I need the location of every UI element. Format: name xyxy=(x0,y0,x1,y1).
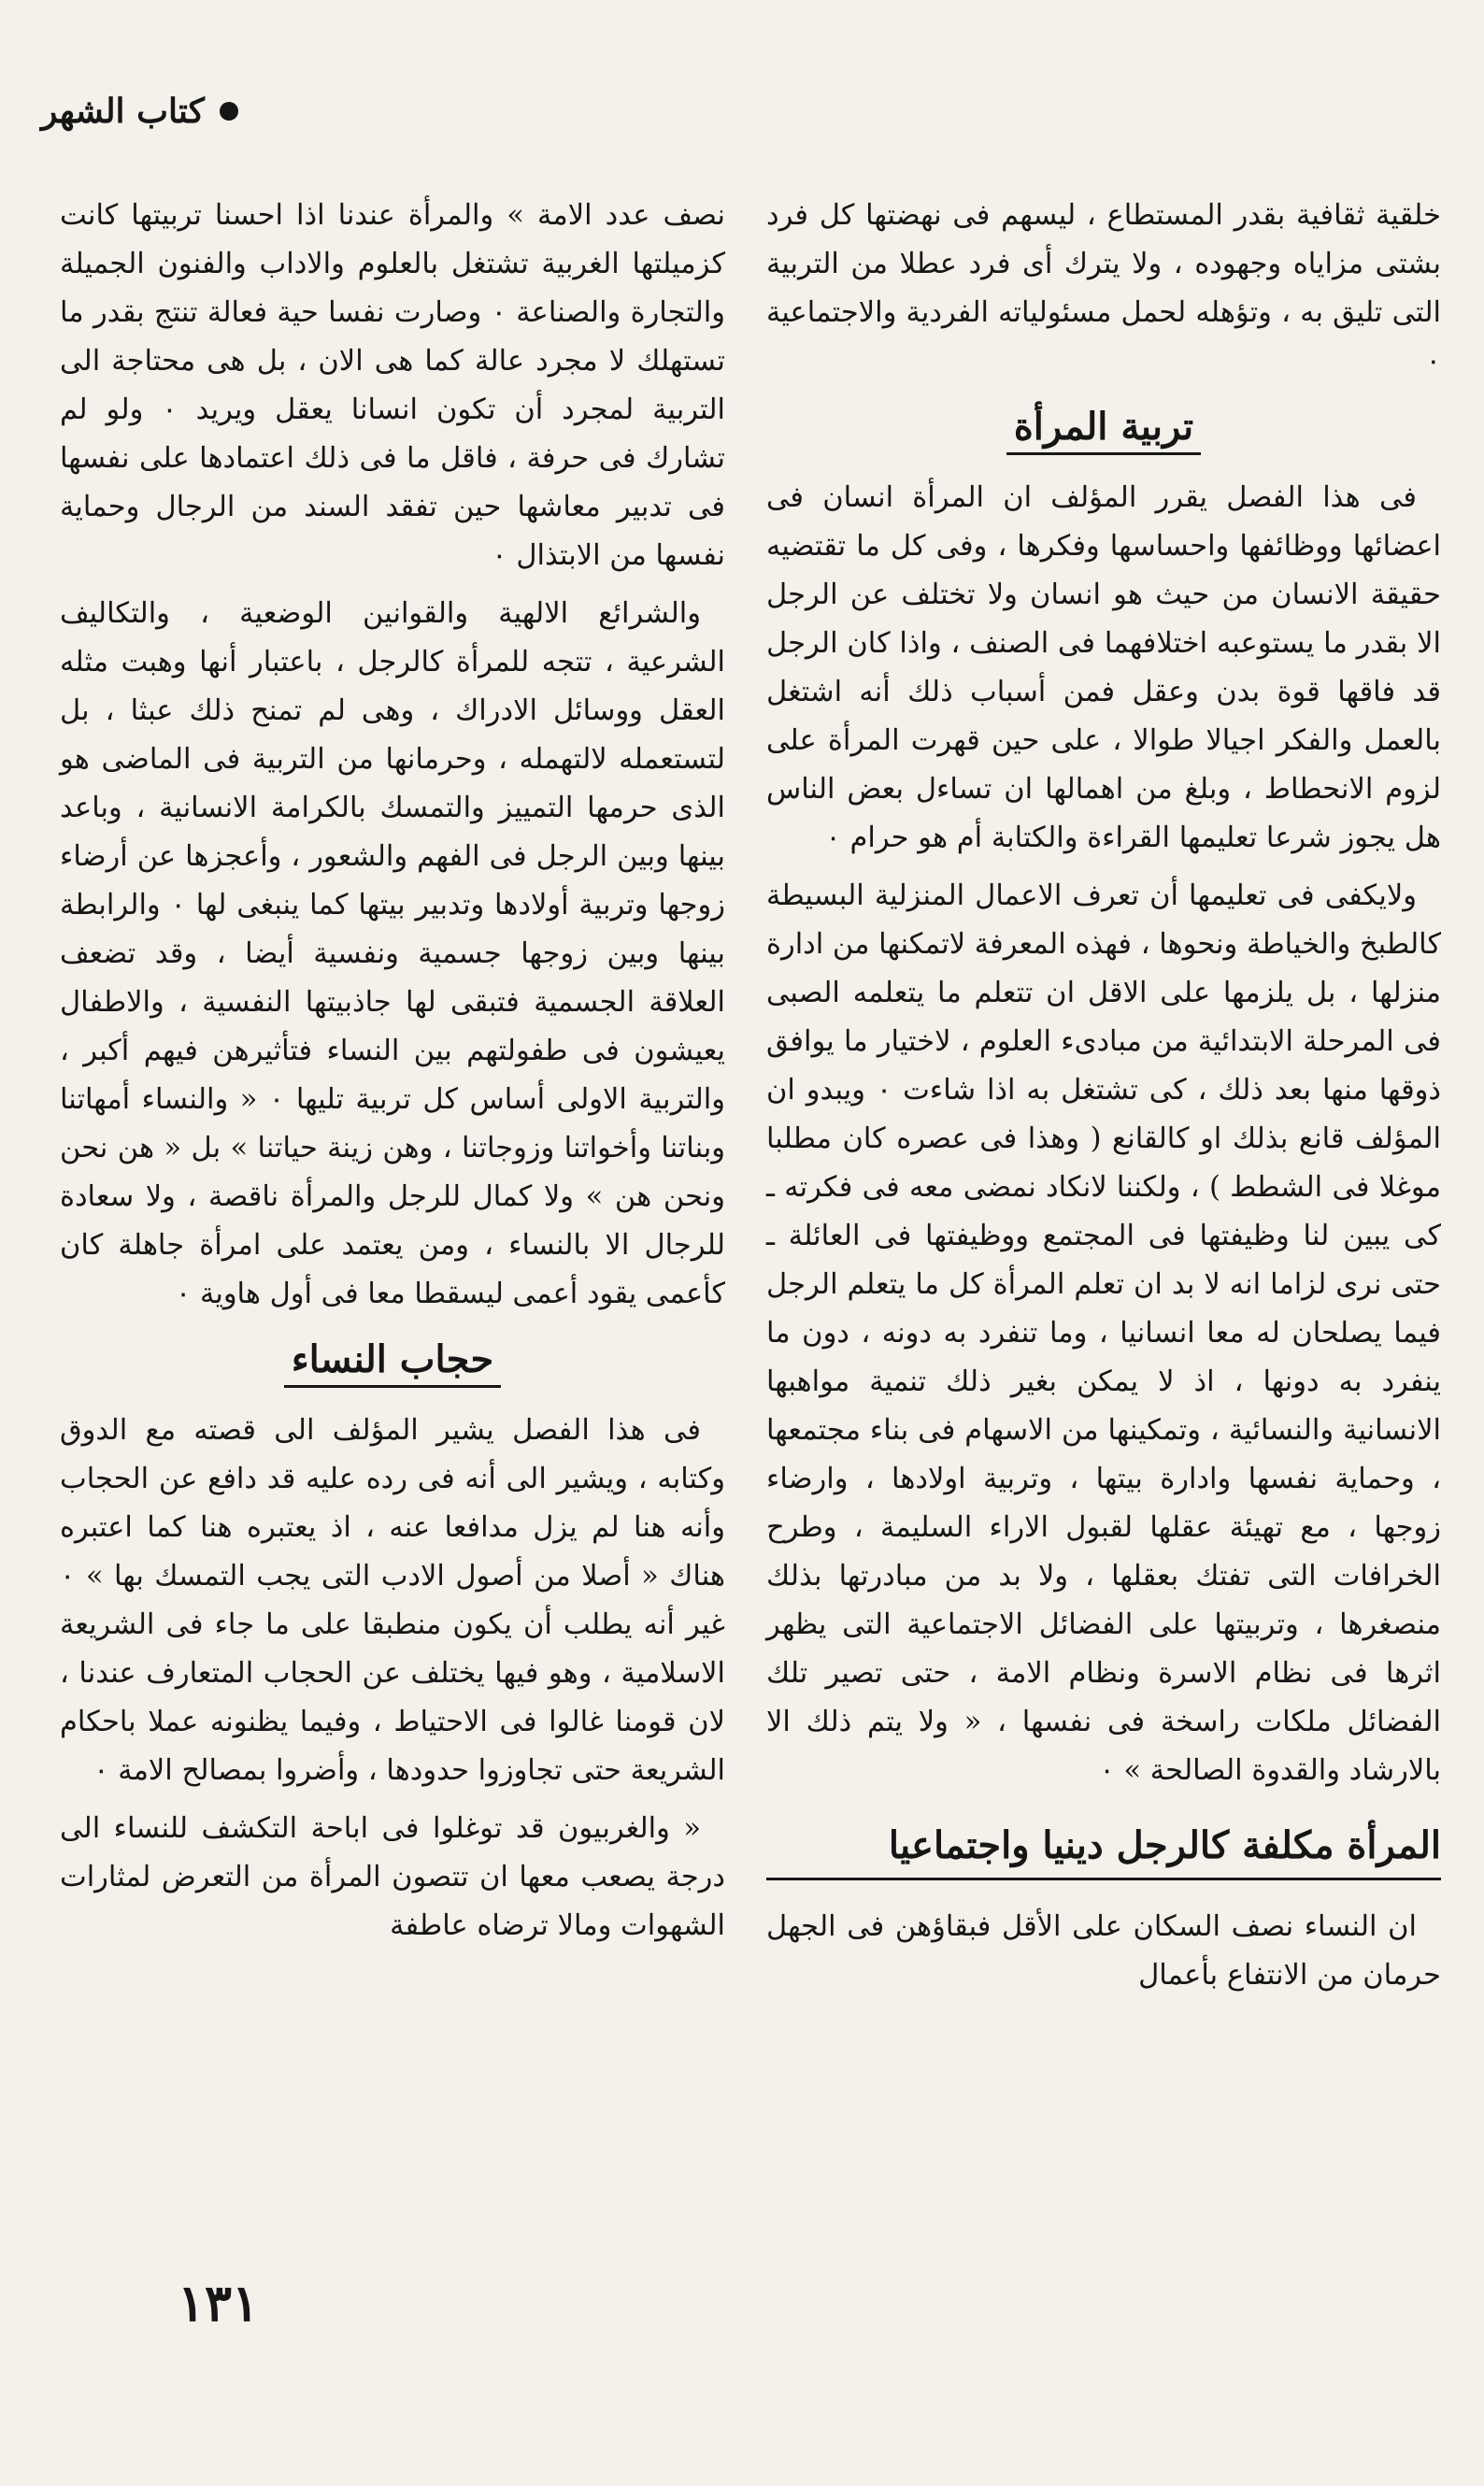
paragraph: نصف عدد الامة » والمرأة عندنا اذا احسنا تربيتها كانت كزميلتها الغربية تشتغل بالعلوم والاداب والفنون الجميلة والتجارة والصناعة ٠ وصارت نفسا حية فعالة تنتج بقدر ما تستهلك لا مجرد عالة كما هى الان ، بل هى محتاجة الى التربية لمجرد أن تكون انسانا يعقل ويريد ٠ ولو لم تشارك فى حرفة ، فاقل ما فى ذلك اعتمادها على نفسها فى تدبير معاشها حين تفقد السند من الرجال وحماية نفسها من الابتذال ٠ xyxy=(60,199,725,572)
running-head-title: كتاب الشهر xyxy=(41,92,205,131)
section-heading-text: حجاب النساء xyxy=(284,1337,501,1388)
right-column xyxy=(766,192,1441,2009)
section-heading-text: المرأة مكلفة كالرجل دينيا واجتماعيا xyxy=(888,1823,1441,1867)
bullet-icon xyxy=(220,102,238,121)
section-heading-text: تربية المرأة xyxy=(1006,405,1201,455)
paragraph: والشرائع الالهية والقوانين الوضعية ، والتكاليف الشرعية ، تتجه للمرأة كالرجل ، باعتبار أنها وهبت مثله العقل ووسائل الادراك ، وهى لم تمنح ذلك عبثا ، بل لتستعمله لالتهمله ، وحرمانها من التربية فى الماضى هو الذى حرمها التمييز والتمسك بالكرامة الانسانية ، وباعد بينها وبين الرجل فى الفهم والشعور ، وأعجزها عن أرضاء زوجها وتربية أولادها وتدبير بيتها كما ينبغى لها ٠ والرابطة بينها وبين زوجها جسمية ونفسية أيضا ، وقد تضعف العلاقة الجسمية فتبقى لها جاذبيتها النفسية ، والاطفال يعيشون فى طفولتهم بين النساء فتأثيرهن فيهم أكبر ، والتربية الاولى أساس كل تربية تليها ٠ « والنساء أمهاتنا وبناتنا وأخواتنا وزوجاتنا ، وهن زينة حياتنا » بل « هن نحن ونحن هن » ولا كمال للرجل والمرأة ناقصة ، ولا سعادة للرجال الا بالنساء ، ومن يعتمد على امرأة جاهلة كان كأعمى يقود أعمى ليسقطا معا فى أول هاوية ٠ xyxy=(60,597,726,1310)
section-heading xyxy=(60,1334,725,1386)
paragraph: ولايكفى فى تعليمها أن تعرف الاعمال المنزلية البسيطة كالطبخ والخياطة ونحوها ، فهذه المعرفة لاتمكنها من ادارة منزلها ، بل يلزمها على الاقل ان تتعلم ما يتعلمه الصبى فى المرحلة الابتدائية من مبادىء العلوم ، لاختيار ما يوافق ذوقها منها بعد ذلك ، كى تشتغل به اذا شاءت ٠ ويبدو ان المؤلف قانع بذلك او كالقانع ( وهذا فى عصره كان مطلبا موغلا فى الشطط ) ، ولكننا لانكاد نمضى معه فى فكرته ـ كى يبين لنا وظيفتها فى المجتمع ووظيفتها فى العائلة ـ حتى نرى لزاما انه لا بد ان تعلم المرأة كل ما يتعلم الرجل فيما يصلحان له معا انسانيا ، وما تنفرد به دونه ، دون ما ينفرد به دونها ، اذ لا يمكن بغير ذلك تنمية مواهبها الانسانية والنسائية ، وتمكينها من الاسهام فى بناء مجتمعها ، وحماية نفسها وادارة بيتها ، وتربية اولادها ، وارضاء زوجها ، مع تهيئة عقلها لقبول الاراء السليمة ، وطرح الخرافات التى تفتك بعقلها ، ولا بد من مبادرتها بذلك منصغرها ، وتربيتها على الفضائل الاجتماعية التى يظهر اثرها فى نظام الاسرة ونظام الامة ، حتى تصير تلك الفضائل ملكات راسخة فى نفسها ، « ولا يتم ذلك الا بالارشاد والقدوة الصالحة » ٠ xyxy=(766,879,1441,1787)
paragraph: ان النساء نصف السكان على الأقل فبقاؤهن فى الجهل حرمان من الانتفاع بأعمال xyxy=(766,1910,1441,1992)
paragraph: « والغربيون قد توغلوا فى اباحة التكشف للنساء الى درجة يصعب معها ان تتصون المرأة من التعرض لمثارات الشهوات ومالا ترضاه عاطفة xyxy=(60,1812,725,1942)
running-head xyxy=(41,92,238,131)
page-number: ١٣١ xyxy=(178,2273,260,2333)
paragraph: فى هذا الفصل يقرر المؤلف ان المرأة انسان فى اعضائها ووظائفها واحساسها وفكرها ، وفى كل ما تقتضيه حقيقة الانسان من حيث هو انسان ولا تختلف عن الرجل الا بقدر ما يستوعبه اختلافهما فى الصنف ، واذا كان الرجل قد فاقها قوة بدن وعقل فمن أسباب ذلك أنه اشتغل بالعمل والفكر اجيالا طوالا ، على حين قهرت المرأة على لزوم الانحطاط ، وبلغ من اهمالها ان تساءل بعض الناس هل يجوز شرعا تعليمها القراءة والكتابة أم هو حرام ٠ xyxy=(766,481,1441,854)
paragraph: فى هذا الفصل يشير المؤلف الى قصته مع الدوق وكتابه ، ويشير الى أنه فى رده عليه قد دافع عن الحجاب وأنه هنا لم يزل مدافعا عنه ، اذ يعتبره هنا كما اعتبره هناك « أصلا من أصول الادب التى يجب التمسك بها » ٠ غير أنه يطلب أن يكون منطبقا على ما جاء فى الشريعة الاسلامية ، وهو فيها يختلف عن الحجاب المتعارف عندنا ، لان قومنا غالوا فى الاحتياط ، وفيما يظنونه عملا باحكام الشريعة حتى تجاوزوا حدودها ، وأضروا بمصالح الامة ٠ xyxy=(60,1414,725,1787)
section-heading xyxy=(766,1820,1441,1880)
paragraph: خلقية ثقافية بقدر المستطاع ، ليسهم فى نهضتها كل فرد بشتى مزاياه وجهوده ، ولا يترك أى فرد عطلا من التربية التى تليق به ، وتؤهله لحمل مسئولياته الفردية والاجتماعية ٠ xyxy=(766,199,1441,378)
section-heading xyxy=(766,401,1441,453)
left-column xyxy=(60,192,725,1960)
